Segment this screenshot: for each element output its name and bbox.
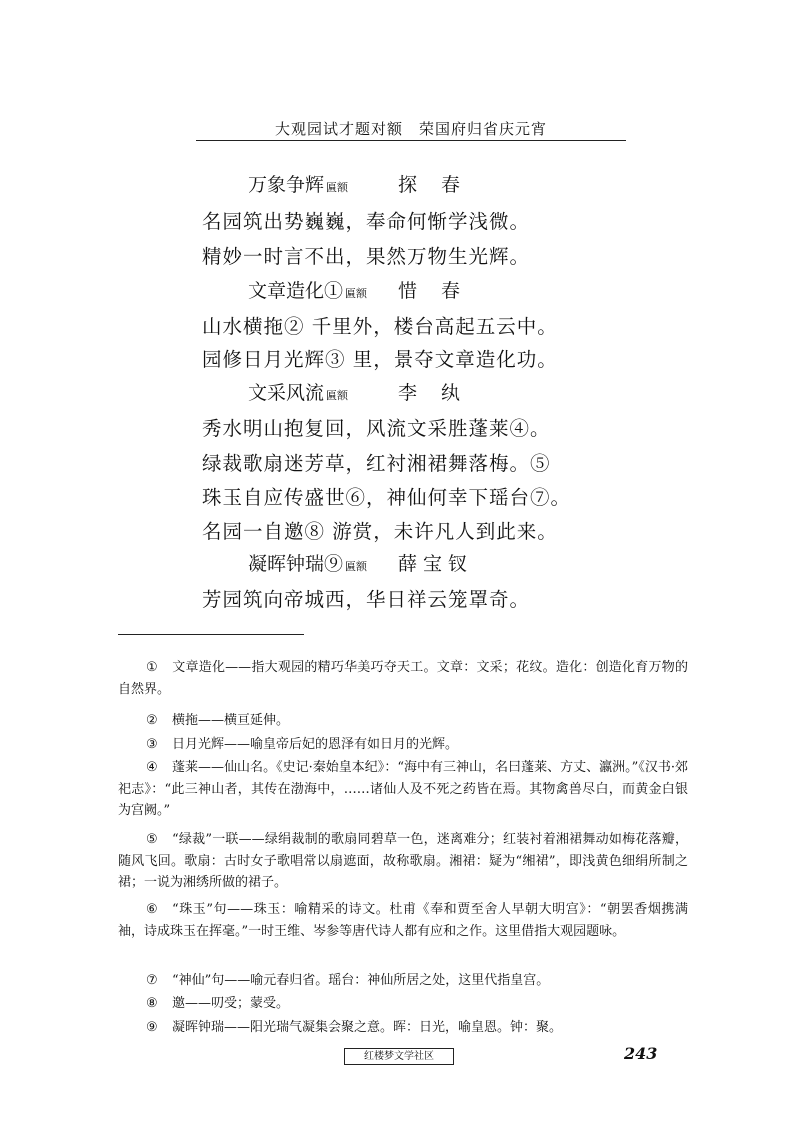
poem-author: 探春 bbox=[398, 174, 485, 196]
footnote bbox=[118, 970, 688, 992]
footnote-number: ① bbox=[146, 660, 158, 675]
poem-line: 名园一自邀⑧ 游赏，未许凡人到此来。 bbox=[202, 520, 558, 543]
poem-title-text: 文章造化① bbox=[248, 280, 344, 302]
poem-title-text: 凝晖钟瑞⑨ bbox=[248, 553, 344, 575]
poem-tag: 匾额 bbox=[326, 181, 349, 194]
poem-title-text: 文采风流 bbox=[248, 382, 325, 404]
poem-tag: 匾额 bbox=[345, 287, 368, 300]
footnote bbox=[118, 657, 688, 700]
poem-title bbox=[248, 170, 485, 197]
page-number: 243 bbox=[624, 1044, 658, 1063]
footnote bbox=[118, 1017, 688, 1039]
footnote-number: ⑨ bbox=[146, 1020, 158, 1035]
footnote bbox=[118, 899, 688, 942]
footnote bbox=[118, 734, 688, 756]
poem-author: 李纨 bbox=[398, 382, 485, 404]
footer-stamp: 红楼梦文学社区 bbox=[344, 1048, 454, 1065]
footnote-number: ⑦ bbox=[146, 973, 158, 988]
footnote-number: ⑤ bbox=[146, 832, 158, 847]
footnote-text: “神仙”句——喻元春归省。瑶台：神仙所居之处，这里代指皇宫。 bbox=[172, 973, 550, 988]
poem-line: 珠玉自应传盛世⑥，神仙何幸下瑶台⑦。 bbox=[202, 486, 572, 509]
poem-author: 惜春 bbox=[398, 280, 485, 302]
poem-tag: 匾额 bbox=[326, 389, 349, 402]
footnote-text: “绿裁”一联——绿绢裁制的歌扇同碧草一色，迷离难分；红装衬着湘裙舞动如梅花落瓣，随风飞回。歌扇：古时女子歌唱常以扇遮面，故称歌扇。湘裙：疑为“缃裙”，即浅黄色细绢所制之裙；一说为湘绣所做的裙子。 bbox=[118, 832, 688, 890]
footnote-rule bbox=[118, 634, 304, 635]
poem-tag: 匾额 bbox=[345, 560, 368, 573]
footnote-number: ⑧ bbox=[146, 996, 158, 1011]
footnote bbox=[118, 829, 688, 894]
footnote-number: ③ bbox=[146, 737, 158, 752]
poem-line: 园修日月光辉③ 里，景夺文章造化功。 bbox=[202, 348, 558, 371]
poem-title bbox=[248, 276, 485, 303]
poem-line: 山水横拖② 千里外，楼台高起五云中。 bbox=[202, 315, 558, 338]
footnote bbox=[118, 993, 688, 1015]
poem-title-text: 万象争辉 bbox=[248, 174, 325, 196]
footnote-number: ⑥ bbox=[146, 902, 158, 917]
poem-line: 秀水明山抱复回，风流文采胜蓬莱④。 bbox=[202, 417, 551, 440]
footnote bbox=[118, 710, 688, 732]
footnote-text: 文章造化——指大观园的精巧华美巧夺天工。文章：文采；花纹。造化：创造化育万物的自然界。 bbox=[118, 660, 688, 697]
poem-line: 芳园筑向帝城西，华日祥云笼罩奇。 bbox=[202, 588, 531, 611]
poem-title bbox=[248, 549, 474, 576]
footnote-text: 邀——叨受；蒙受。 bbox=[172, 996, 290, 1011]
footnote-text: “珠玉”句——珠玉：喻精采的诗文。杜甫《奉和贾至舍人早朝大明宫》：“朝罢香烟携满袖，诗成珠玉在挥毫。”一时王维、岑参等唐代诗人都有应和之作。这里借指大观园题咏。 bbox=[118, 902, 688, 939]
poem-title bbox=[248, 378, 485, 405]
header-rule bbox=[196, 140, 626, 141]
footnote-number: ② bbox=[146, 713, 158, 728]
footnote-number: ④ bbox=[146, 760, 158, 775]
poem-line: 绿裁歌扇迷芳草，红衬湘裙舞落梅。⑤ bbox=[202, 452, 551, 475]
poem-author: 薛宝钗 bbox=[398, 553, 474, 575]
poem-line: 精妙一时言不出，果然万物生光辉。 bbox=[202, 245, 531, 268]
footnote-text: 凝晖钟瑞——阳光瑞气凝集会聚之意。晖：日光，喻皇恩。钟：聚。 bbox=[172, 1020, 563, 1035]
footnote bbox=[118, 757, 688, 822]
running-header: 大观园试才题对额 荣国府归省庆元宵 bbox=[274, 120, 547, 138]
footnote-text: 日月光辉——喻皇帝后妃的恩泽有如日月的光辉。 bbox=[172, 737, 459, 752]
poem-line: 名园筑出势巍巍，奉命何惭学浅微。 bbox=[202, 210, 531, 233]
footnote-text: 蓬莱——仙山名。《史记·秦始皇本纪》：“海中有三神山，名曰蓬莱、方丈、瀛洲。”《汉书·郊祀志》：“此三神山者，其传在渤海中，……诸仙人及不死之药皆在焉。其物禽兽尽白，而黄金白银为宫阙。” bbox=[118, 760, 688, 818]
footnote-text: 横拖——横亘延伸。 bbox=[172, 713, 290, 728]
